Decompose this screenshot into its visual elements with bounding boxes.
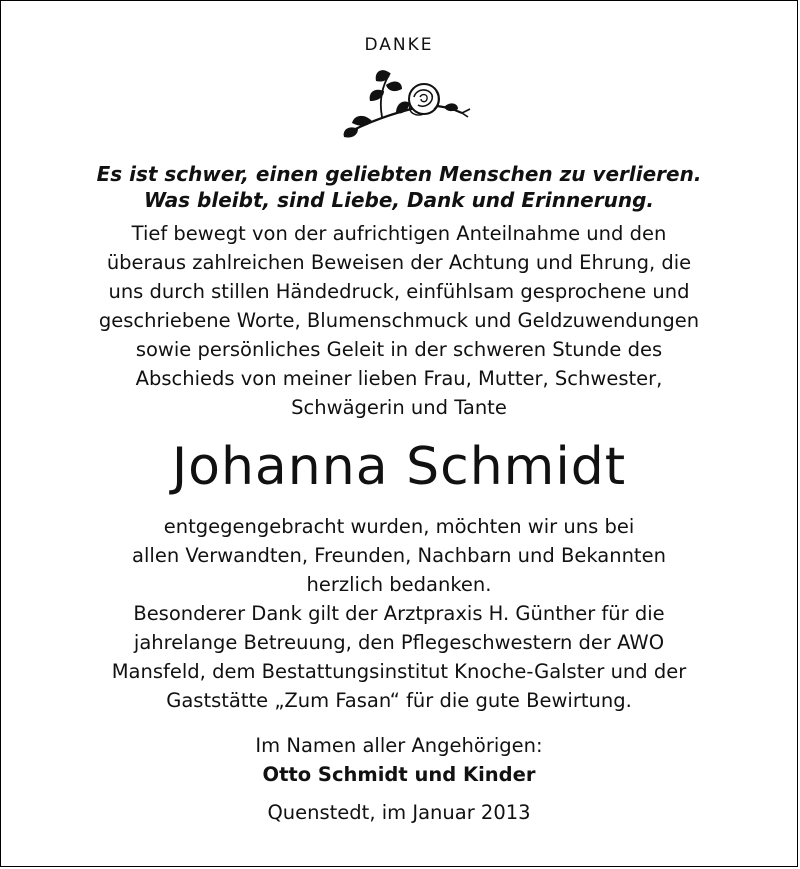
paragraph-line: überaus zahlreichen Beweisen der Achtung und Ehrung, die — [106, 251, 692, 274]
rose-icon — [41, 61, 757, 145]
notice-content — [41, 1, 757, 827]
signature-name: Otto Schmidt und Kinder — [262, 763, 536, 786]
paragraph-line: Mansfeld, dem Bestattungsinstitut Knoche-Galster und der — [111, 660, 687, 683]
deceased-name: Johanna Schmidt — [171, 437, 627, 497]
paragraph-line: Gaststätte „Zum Fasan“ für die gute Bewirtung. — [166, 689, 632, 712]
thanks-continuation — [41, 512, 757, 599]
paragraph-line: entgegengebracht wurden, möchten wir uns bei — [163, 515, 635, 538]
paragraph-line: uns durch stillen Händedruck, einfühlsam gesprochene und — [108, 280, 690, 303]
paragraph-line: Tief bewegt von der aufrichtigen Anteilnahme und den — [131, 222, 667, 245]
paragraph-line: sowie persönliches Geleit in der schweren Stunde des — [135, 338, 663, 361]
paragraph-line: jahrelange Betreuung, den Pflegeschwestern der AWO — [133, 631, 665, 654]
paragraph-line: geschriebene Worte, Blumenschmuck und Geldzuwendungen — [98, 309, 700, 332]
quote-line: Es ist schwer, einen geliebten Menschen zu verlieren. — [96, 162, 702, 186]
paragraph-line: herzlich bedanken. — [306, 573, 492, 596]
notice-heading: DANKE — [364, 35, 434, 55]
place-date: Quenstedt, im Januar 2013 — [267, 801, 531, 824]
paragraph-line: Schwägerin und Tante — [291, 396, 507, 419]
special-thanks — [41, 599, 757, 715]
paragraph-line: Abschieds von meiner lieben Frau, Mutter, Schwester, — [135, 367, 663, 390]
paragraph-line: allen Verwandten, Freunden, Nachbarn und Bekannten — [132, 544, 666, 567]
thanks-paragraph — [41, 219, 757, 422]
signature-intro: Im Namen aller Angehörigen: — [255, 734, 543, 757]
quote — [41, 161, 757, 213]
quote-line: Was bleibt, sind Liebe, Dank und Erinnerung. — [143, 188, 654, 212]
paragraph-line: Besonderer Dank gilt der Arztpraxis H. Günther für die — [133, 602, 665, 625]
